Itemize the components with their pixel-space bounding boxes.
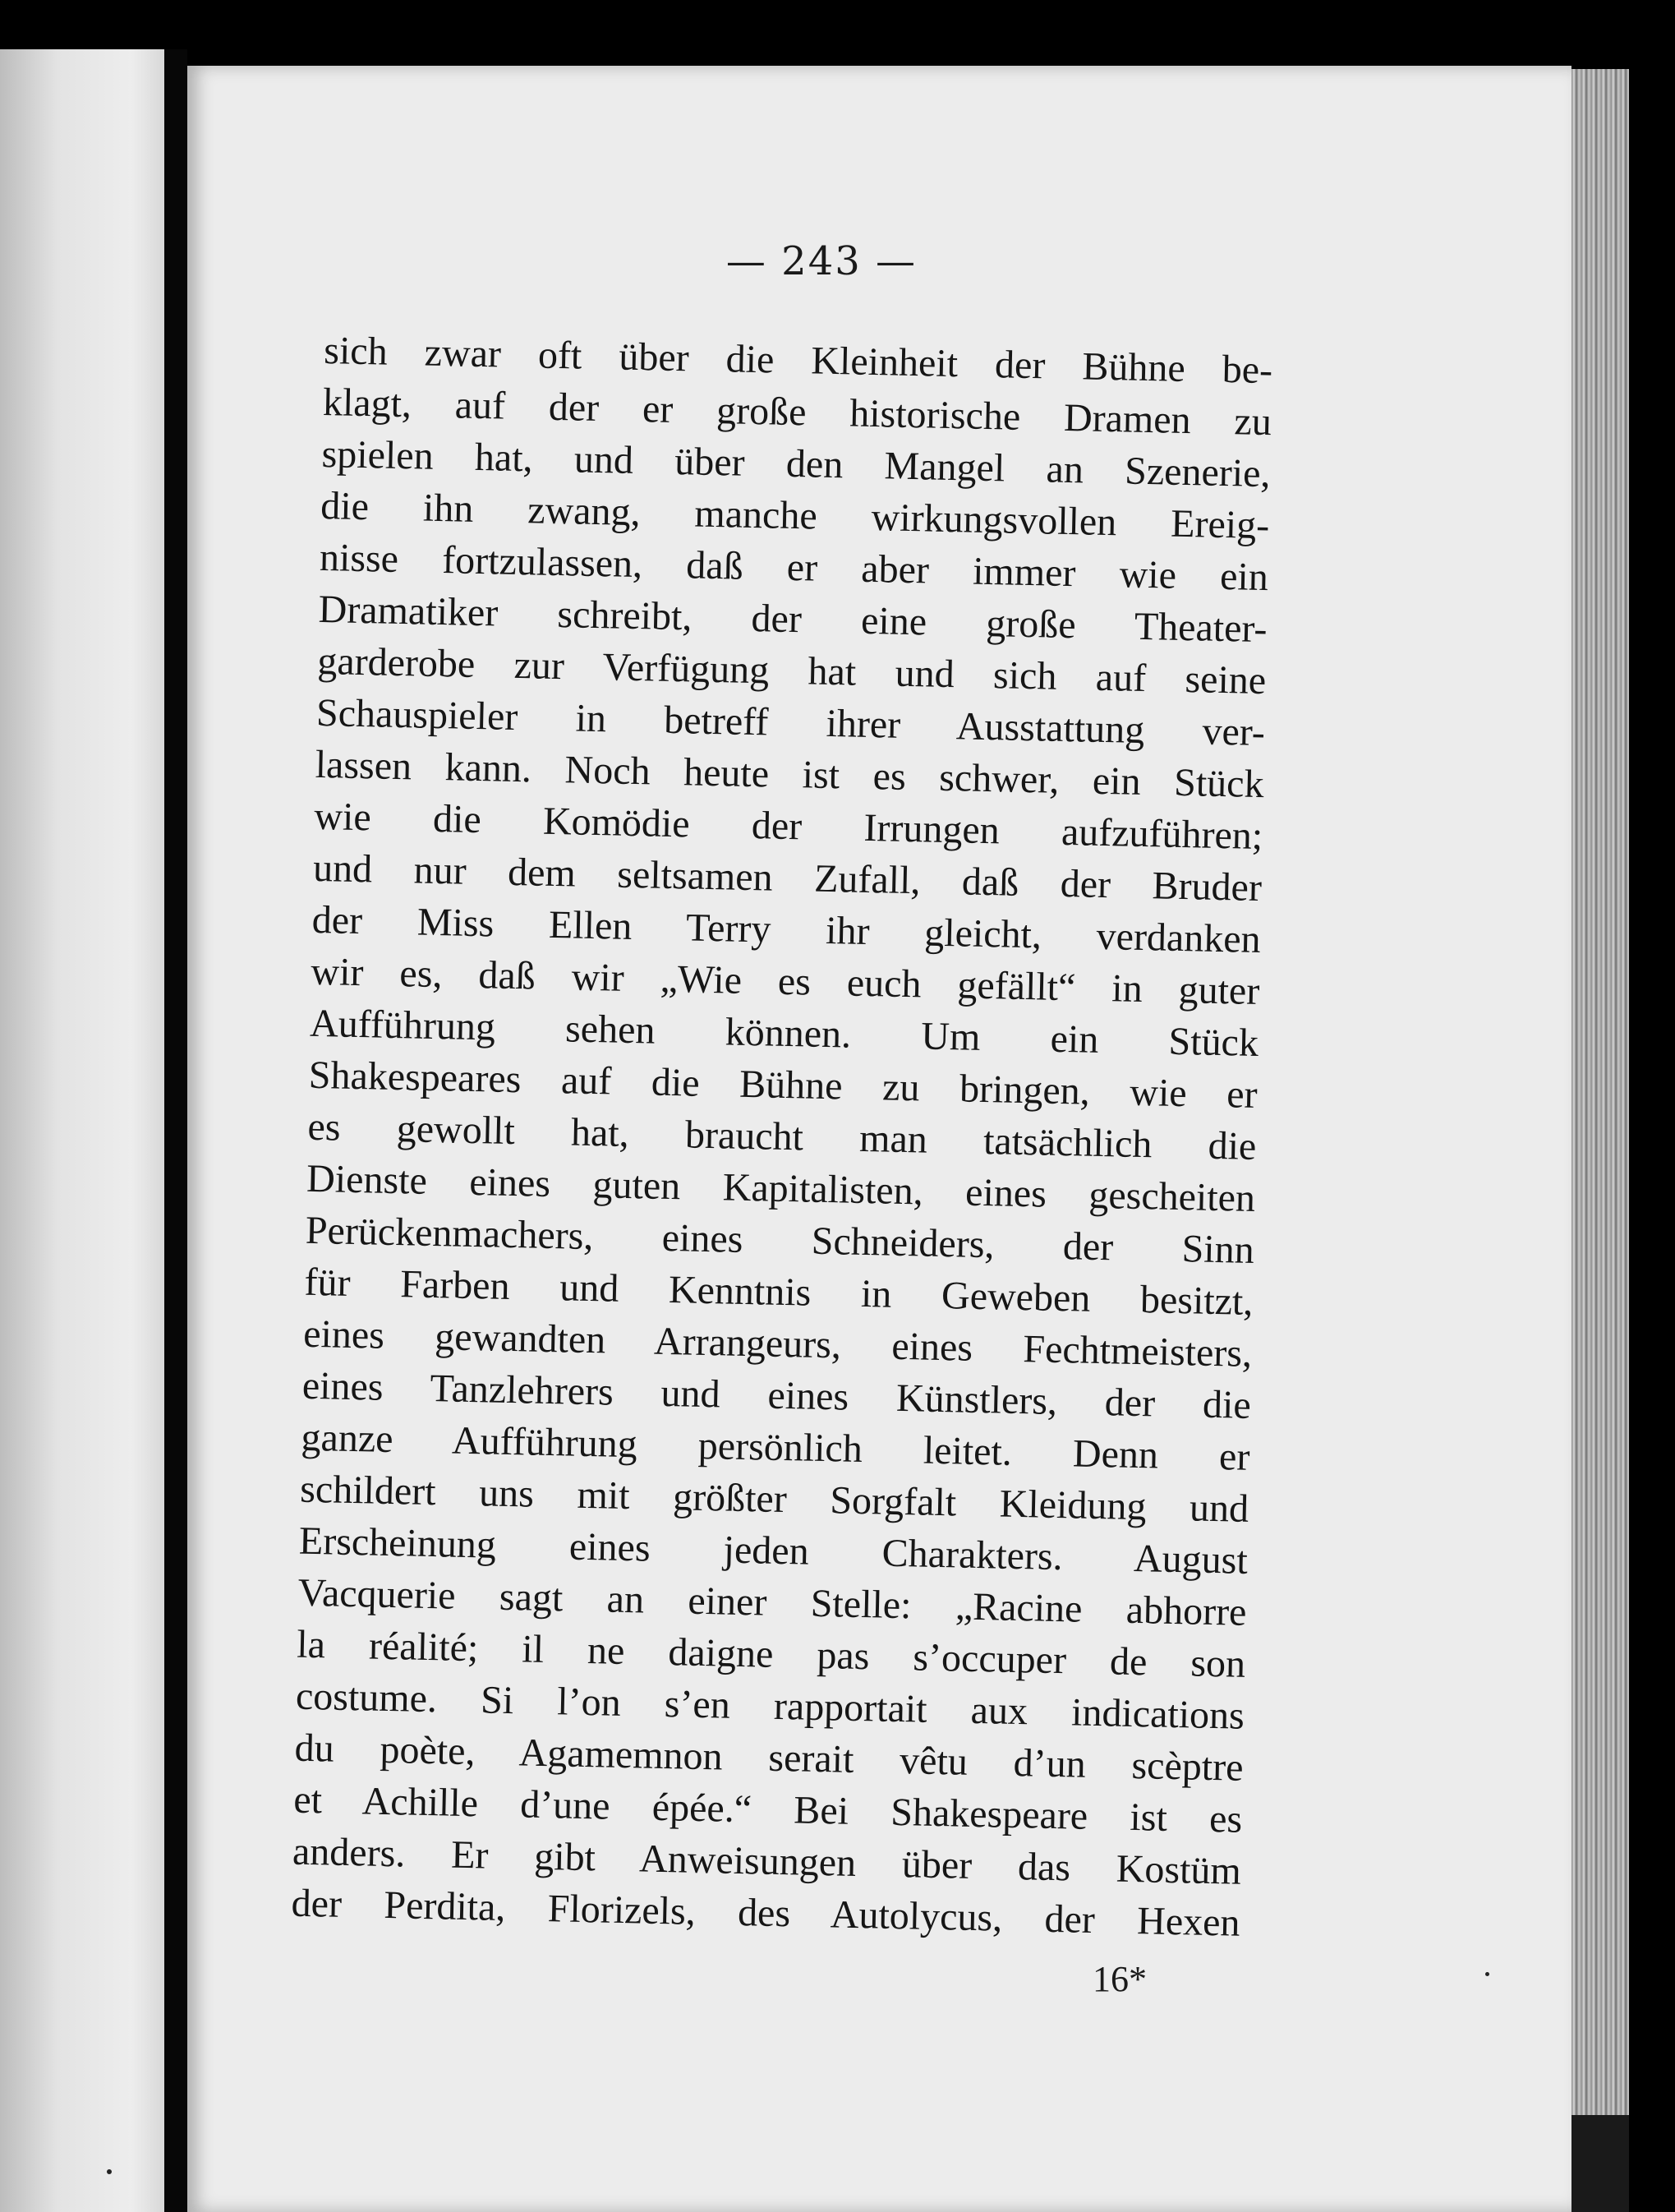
text-line: schildert uns mit größter Sorgfalt Kleidung und — [299, 1467, 1249, 1531]
text-line: du poète, Agamemnon serait vêtu d’un scèptre — [294, 1726, 1245, 1790]
text-line: et Achille d’une épée.“ Bei Shakespeare ist es — [292, 1777, 1243, 1841]
text-line: la réalité; il ne daigne pas s’occuper de son — [296, 1622, 1246, 1686]
text-line: für Farben und Kenntnis in Geweben besitzt, — [304, 1260, 1254, 1324]
page-number: — 243 — — [725, 238, 918, 284]
text-line: eines gewandten Arrangeurs, eines Fechtmeisters, — [302, 1311, 1253, 1376]
text-line: Perückenmachers, eines Schneiders, der Sinn — [305, 1208, 1255, 1272]
signature-mark: 16* — [1093, 1959, 1147, 1999]
text-line: garderobe zur Verfügung hat und sich auf seine — [316, 638, 1267, 703]
text-line: costume. Si l’on s’en rapportait aux indications — [295, 1674, 1245, 1738]
dust-speck — [107, 2169, 112, 2174]
book-gutter — [164, 49, 187, 2212]
text-line: es gewollt hat, braucht man tatsächlich die — [306, 1104, 1257, 1168]
text-line: Erscheinung eines jeden Charakters. August — [298, 1518, 1249, 1583]
text-line: der Miss Ellen Terry ihr gleicht, verdanken — [311, 897, 1262, 962]
text-line: die ihn zwang, manche wirkungsvollen Ereig- — [320, 483, 1270, 548]
text-line: lassen kann. Noch heute ist es schwer, ein Stück — [315, 742, 1265, 807]
text-line: eines Tanzlehrers und eines Künstlers, der die — [301, 1363, 1252, 1427]
text-line: anders. Er gibt Anweisungen über das Kostüm — [292, 1829, 1242, 1893]
text-line: wie die Komödie der Irrungen aufzuführen; — [313, 794, 1263, 859]
text-line: nisse fortzulassen, daß er aber immer wie ein — [319, 535, 1269, 600]
text-line: klagt, auf der er große historische Dramen zu — [322, 380, 1272, 445]
text-line: der Perdita, Florizels, des Autolycus, der Hexen — [291, 1881, 1241, 1945]
previous-page-edge — [0, 49, 164, 2212]
page-edges-stack — [1571, 69, 1629, 2115]
text-line: wir es, daß wir „Wie es euch gefällt“ in guter — [310, 949, 1260, 1014]
text-line: sich zwar oft über die Kleinheit der Bühne be- — [323, 328, 1273, 393]
dust-speck — [1485, 1972, 1489, 1976]
text-line: spielen hat, und über den Mangel an Szenerie, — [321, 431, 1272, 496]
text-line: Shakespeares auf die Bühne zu bringen, wie er — [308, 1053, 1259, 1117]
text-line: Aufführung sehen können. Um ein Stück — [309, 1001, 1259, 1065]
body-text — [291, 325, 1273, 1949]
text-line: ganze Aufführung persönlich leitet. Denn er — [301, 1415, 1250, 1479]
text-line: Dramatiker schreibt, der eine große Theater- — [318, 587, 1268, 652]
text-line: Vacquerie sagt an einer Stelle: „Racine abhorre — [297, 1570, 1247, 1634]
text-line: Schauspieler in betreff ihrer Ausstattung ver- — [315, 690, 1266, 755]
text-line: Dienste eines guten Kapitalisten, eines gescheiten — [306, 1156, 1256, 1220]
page-edges-shadow — [1571, 2115, 1629, 2212]
text-line: und nur dem seltsamen Zufall, daß der Bruder — [312, 846, 1263, 910]
